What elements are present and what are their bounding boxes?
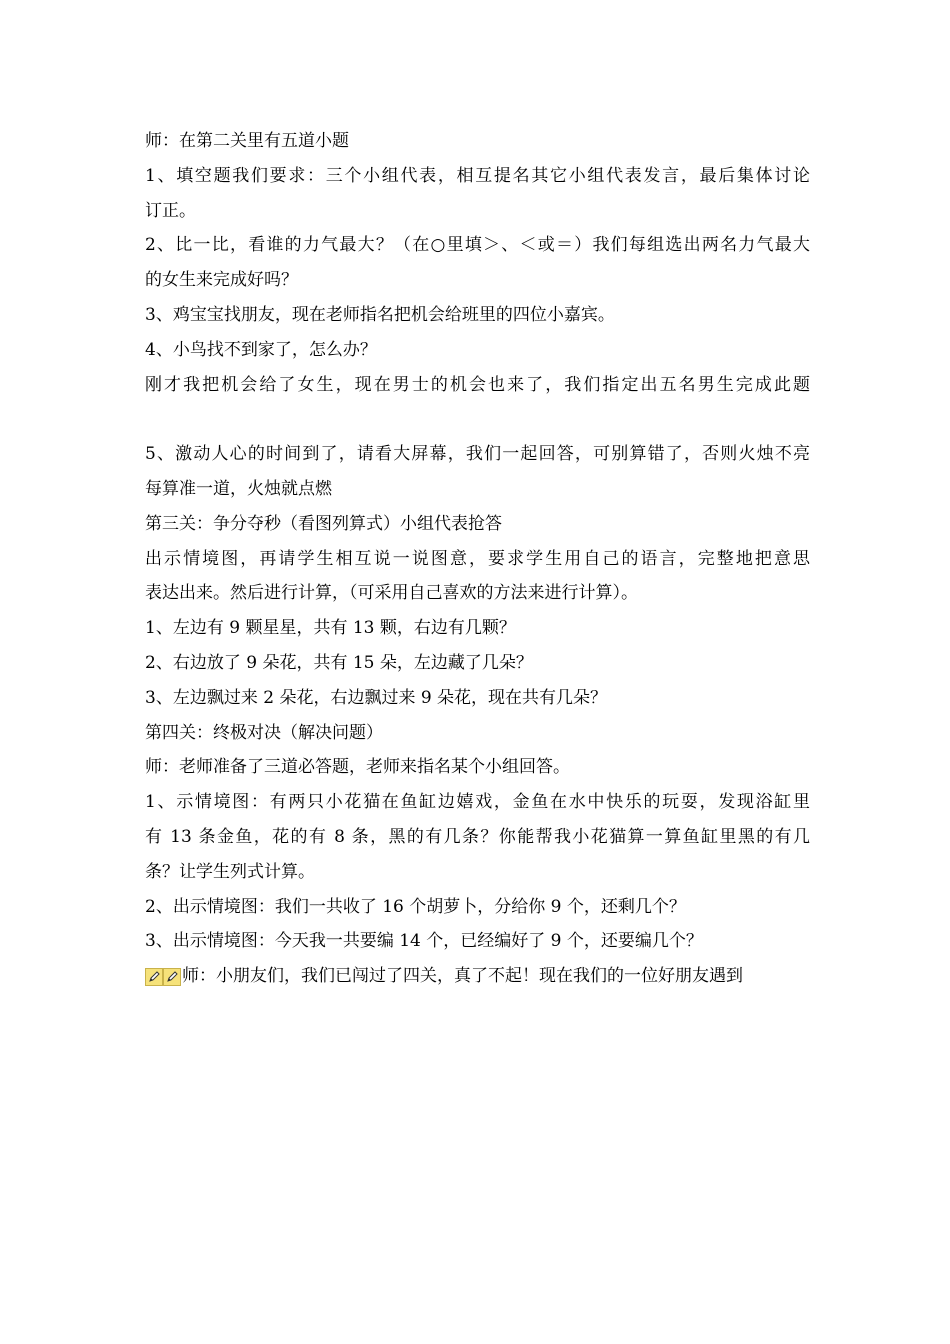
text-line: 2、比一比，看谁的力气最大？（在○里填＞、＜或＝）我们每组选出两名力气最大 bbox=[145, 235, 810, 256]
text-line: 3、左边飘过来 2 朵花，右边飘过来 9 朵花，现在共有几朵？ bbox=[145, 687, 608, 708]
text-line-with-icons bbox=[145, 959, 810, 994]
text-line: 2、右边放了 9 朵花，共有 15 朵，左边藏了几朵？ bbox=[145, 652, 533, 673]
text-line: 1、示情境图：有两只小花猫在鱼缸边嬉戏，金鱼在水中快乐的玩耍，发现浴缸里 bbox=[145, 792, 810, 813]
text-line: 出示情境图，再请学生相互说一说图意，要求学生用自己的语言，完整地把意思 bbox=[145, 548, 810, 569]
text-line: 师：老师准备了三道必答题，老师来指名某个小组回答。 bbox=[145, 757, 570, 778]
text-line: 4、小鸟找不到家了，怎么办？ bbox=[145, 339, 377, 360]
text-line: 1、左边有 9 颗星星，共有 13 颗，右边有几颗？ bbox=[145, 618, 516, 639]
text-line-content: 师：小朋友们，我们已闯过了四关，真了不起！现在我们的一位好朋友遇到 bbox=[182, 966, 743, 987]
text-line: 5、激动人心的时间到了，请看大屏幕，我们一起回答，可别算错了，否则火烛不亮 bbox=[145, 444, 810, 465]
section-heading: 第四关：终极对决（解决问题） bbox=[145, 722, 383, 743]
text-line: 表达出来。然后进行计算，（可采用自己喜欢的方法来进行计算）。 bbox=[145, 583, 638, 604]
text-line: 师：在第二关里有五道小题 bbox=[145, 131, 349, 151]
text-line: 1、填空题我们要求：三个小组代表，相互提名其它小组代表发言，最后集体讨论 bbox=[145, 165, 810, 186]
section-heading: 第三关：争分夺秒（看图列算式）小组代表抢答 bbox=[145, 513, 502, 534]
text-line: 有 13 条金鱼，花的有 8 条，黑的有几条？你能帮我小花猫算一算鱼缸里黑的有几 bbox=[145, 826, 810, 847]
text-line: 3、鸡宝宝找朋友，现在老师指名把机会给班里的四位小嘉宾。 bbox=[145, 304, 615, 325]
text-line: 刚才我把机会给了女生，现在男士的机会也来了，我们指定出五名男生完成此题 bbox=[145, 374, 810, 395]
text-line: 的女生来完成好吗？ bbox=[145, 270, 298, 291]
blank-line bbox=[145, 402, 810, 437]
pencil-icon bbox=[163, 968, 181, 986]
text-line: 3、出示情境图：今天我一共要编 14 个，已经编好了 9 个，还要编几个？ bbox=[145, 931, 703, 952]
text-line: 2、出示情境图：我们一共收了 16 个胡萝卜，分给你 9 个，还剩几个？ bbox=[145, 896, 686, 917]
icon-group bbox=[145, 959, 181, 994]
text-line: 每算准一道，火烛就点燃 bbox=[145, 478, 332, 499]
document-body bbox=[145, 124, 810, 994]
text-line: 订正。 bbox=[145, 200, 196, 221]
text-line: 条？让学生列式计算。 bbox=[145, 861, 315, 882]
pencil-icon bbox=[145, 968, 163, 986]
